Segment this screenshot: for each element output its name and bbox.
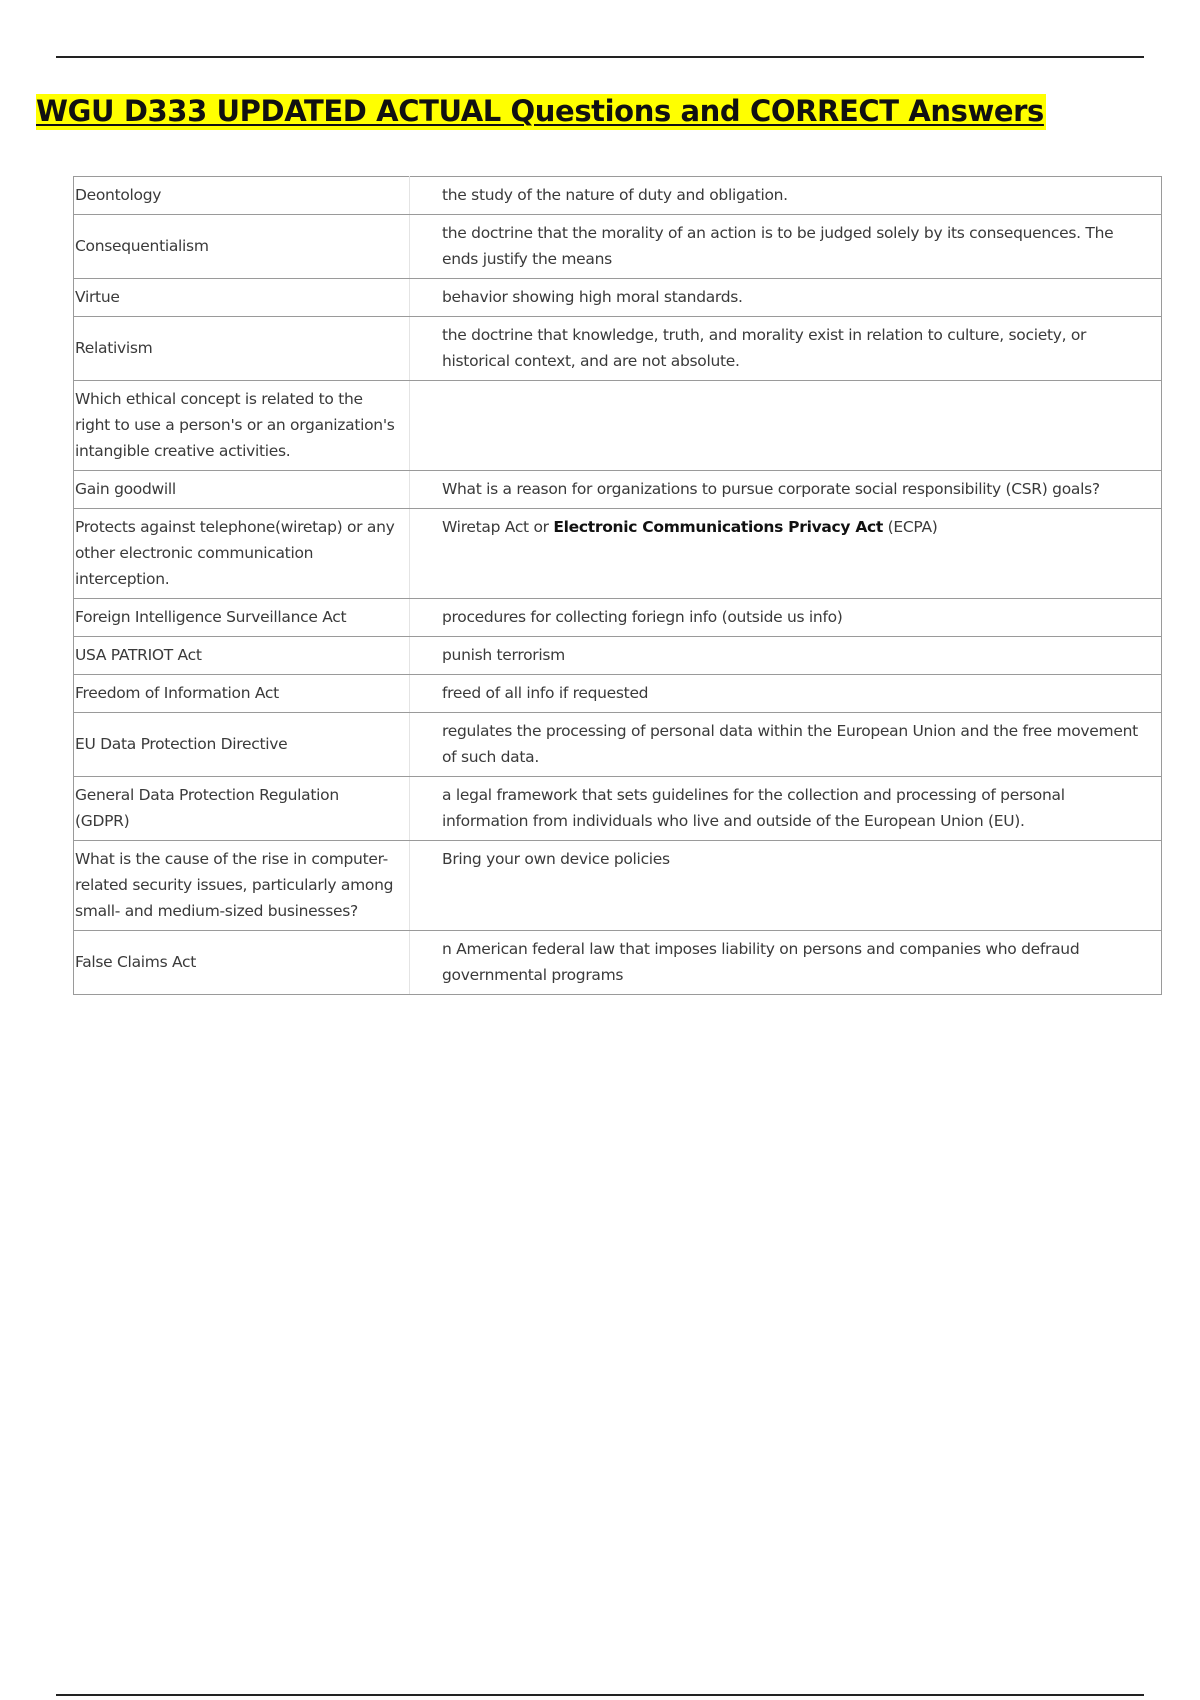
- term-cell: Gain goodwill: [74, 471, 410, 509]
- table-row: [74, 471, 1162, 509]
- definition-cell: freed of all info if requested: [410, 675, 1162, 713]
- term-cell: General Data Protection Regulation (GDPR): [74, 777, 410, 841]
- term-cell: False Claims Act: [74, 931, 410, 995]
- term-cell: EU Data Protection Directive: [74, 713, 410, 777]
- term-cell: Freedom of Information Act: [74, 675, 410, 713]
- table-row: [74, 215, 1162, 279]
- definition-cell: n American federal law that imposes liability on persons and companies who defraud governmental programs: [410, 931, 1162, 995]
- term-cell: Protects against telephone(wiretap) or any other electronic communication interception.: [74, 509, 410, 599]
- definition-cell: [410, 509, 1162, 599]
- definition-cell: regulates the processing of personal data within the European Union and the free movement of such data.: [410, 713, 1162, 777]
- definition-cell: punish terrorism: [410, 637, 1162, 675]
- definition-cell: a legal framework that sets guidelines for the collection and processing of personal information from individuals who live and outside of the European Union (EU).: [410, 777, 1162, 841]
- table-row: [74, 637, 1162, 675]
- definition-cell: the doctrine that the morality of an action is to be judged solely by its consequences. The ends justify the means: [410, 215, 1162, 279]
- definition-suffix: (ECPA): [883, 518, 938, 536]
- definition-prefix: Wiretap Act or: [442, 518, 554, 536]
- term-cell: Deontology: [74, 177, 410, 215]
- term-cell: Foreign Intelligence Surveillance Act: [74, 599, 410, 637]
- table-row: [74, 713, 1162, 777]
- table-row: [74, 317, 1162, 381]
- table-row: [74, 841, 1162, 931]
- definition-cell: What is a reason for organizations to pursue corporate social responsibility (CSR) goals?: [410, 471, 1162, 509]
- definition-cell: the study of the nature of duty and obligation.: [410, 177, 1162, 215]
- document-title: [36, 92, 1046, 130]
- table-row: [74, 279, 1162, 317]
- term-cell: Which ethical concept is related to the right to use a person's or an organization's intangible creative activities.: [74, 381, 410, 471]
- term-cell: USA PATRIOT Act: [74, 637, 410, 675]
- table-row: [74, 777, 1162, 841]
- definition-cell: the doctrine that knowledge, truth, and morality exist in relation to culture, society, or historical context, and are not absolute.: [410, 317, 1162, 381]
- table-row: [74, 509, 1162, 599]
- definition-cell: procedures for collecting foriegn info (outside us info): [410, 599, 1162, 637]
- term-cell: What is the cause of the rise in computer-related security issues, particularly among small- and medium-sized businesses?: [74, 841, 410, 931]
- table-row: [74, 675, 1162, 713]
- definition-cell: Bring your own device policies: [410, 841, 1162, 931]
- table-row: [74, 177, 1162, 215]
- table-row: [74, 599, 1162, 637]
- term-cell: Relativism: [74, 317, 410, 381]
- term-cell: Consequentialism: [74, 215, 410, 279]
- definition-bold: Electronic Communications Privacy Act: [553, 518, 884, 536]
- definition-cell: [410, 381, 1162, 471]
- term-cell: Virtue: [74, 279, 410, 317]
- bottom-rule: [56, 1694, 1144, 1696]
- title-highlight: WGU D333 UPDATED ACTUAL Questions and CORRECT Answers: [36, 94, 1044, 128]
- top-rule: [56, 56, 1144, 58]
- qa-table: [73, 176, 1162, 995]
- table-row: [74, 931, 1162, 995]
- table-row: [74, 381, 1162, 471]
- definition-cell: behavior showing high moral standards.: [410, 279, 1162, 317]
